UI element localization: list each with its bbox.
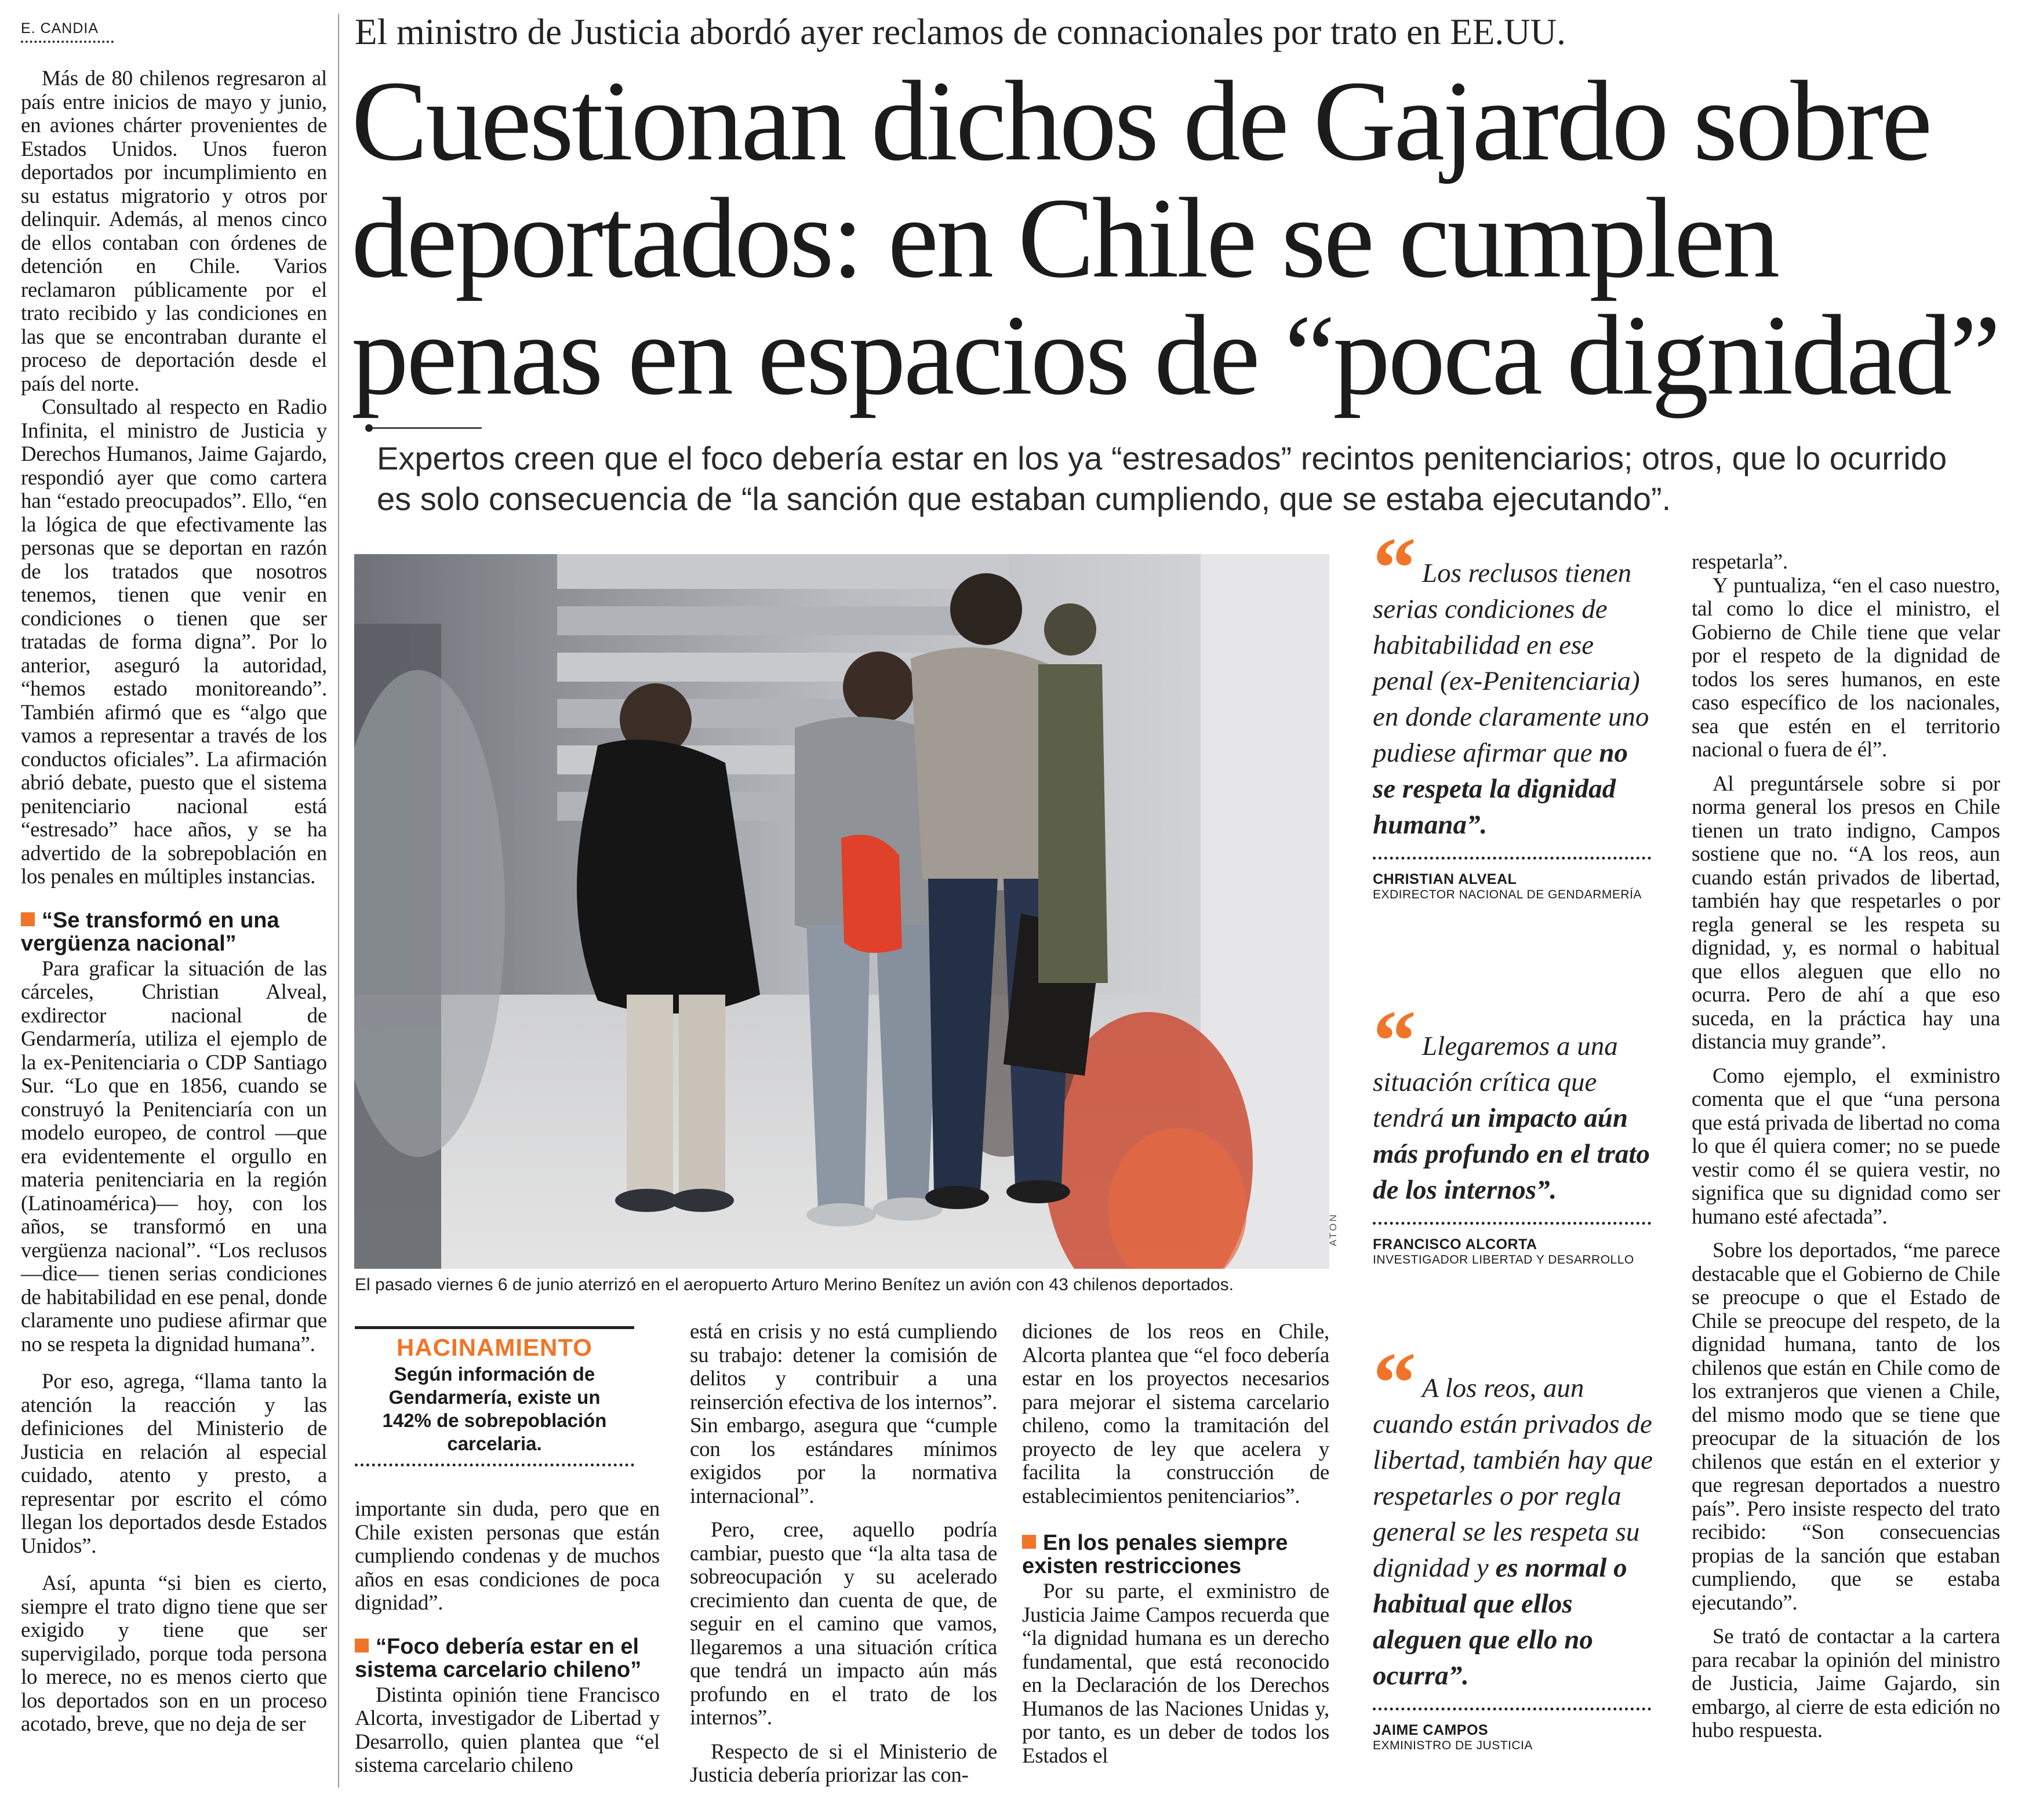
factbox-text: Según información de Gendarmería, existe un 142% de sobrepoblación carcelaria. xyxy=(382,1363,607,1454)
col-a-paragraph: Distinta opinión tiene Francisco Alcorta, investigador de Libertad y Desarrollo, quien plantea que “el sistema carcelario chileno xyxy=(355,1683,660,1777)
left-column xyxy=(21,67,327,1737)
col-b xyxy=(690,1320,997,1788)
factbox-title: HACINAMIENTO xyxy=(397,1334,592,1361)
subhead-text: “Se transformó en una vergüenza nacional” xyxy=(21,908,279,956)
quote-bold: un impacto aún más profundo en el trato de los internos xyxy=(1373,1103,1650,1205)
left-paragraph: Para graficar la situación de las cárceles, Christian Alveal, exdirector nacional de Gendarmería, utiliza el ejemplo de la ex-Penitenciaria o CDP Santiago Sur. “Lo que en 1856, cuando se construyó la Penitenciaría con un modelo europeo, de control —que era evidentemente el orgullo en materia penitenciaria en la región (Latinoamérica)— hoy, con los años, se transformó en una vergüenza nacional”. “Los reclusos —dice— tienen serias condiciones de habitabilidad en ese penal, donde claramente uno pudiese afirmar que no se respeta la dignidad humana”. xyxy=(21,956,327,1356)
quote-role: EXDIRECTOR NACIONAL DE GENDARMERÍA xyxy=(1373,888,1642,901)
deck-bullet-icon xyxy=(365,424,373,432)
orange-square-icon xyxy=(355,1639,369,1652)
factbox-bottom-rule xyxy=(355,1464,634,1466)
kicker: El ministro de Justicia abordó ayer reclamos de connacionales por trato en EE.UU. xyxy=(355,12,1566,52)
col-b-paragraph: está en crisis y no está cumpliendo su trabajo: detener la comisión de delitos y contribuir a una reinserción efectiva de los internos”. Sin embargo, asegura que “cumple con los estándares mínimos exigidos por la normativa internacional”. xyxy=(690,1320,998,1508)
deck: Expertos creen que el foco debería estar en los ya “estresados” recintos penitenciarios; otros, que lo ocurrido es solo consecuencia de “la sanción que estaban cumpliendo, que se estaba ejecutando”. xyxy=(377,440,1947,517)
byline-text: E. CANDIA xyxy=(21,20,99,37)
subhead-foco xyxy=(355,1635,660,1681)
quote-name: CHRISTIAN ALVEAL xyxy=(1373,871,1517,887)
left-paragraph: Consultado al respecto en Radio Infinita, el ministro de Justicia y Derechos Humanos, Jaime Gajardo, respondió ayer que como cartera han “estado preocupados”. Ello, “en la lógica de que efectivamente las personas que se deportan en razón de los tratados que nosotros tenemos, tienen que venir en condiciones o tienen que ser tratadas de forma digna”. Por lo anterior, aseguró la autoridad, “hemos estado monitoreando”. También afirmó que es “algo que vamos a representar a través de los conductos oficiales”. La afirmación abrió debate, puesto que el sistema penitenciario nacional está “estresado” hace años, y se ha advertido de la sobrepoblación en los penales en múltiples instancias. xyxy=(21,395,327,889)
quote-bold: no se respeta la dignidad humana xyxy=(1373,738,1628,840)
quote-name: JAIME CAMPOS xyxy=(1373,1722,1489,1738)
col-b-paragraph: Respecto de si el Ministerio de Justicia debería priorizar las con- xyxy=(690,1739,997,1787)
quote-end: ”. xyxy=(1466,810,1488,840)
quote-mark-icon: “ xyxy=(1373,993,1409,1089)
right-paragraph: Sobre los deportados, “me parece destacable que el Gobierno de Chile se preocupe o que el Estado de Chile se preocupe del respeto, de la dignidad humana, tanto de los chilenos que están en Chile como de los extranjeros que vienen a Chile, del mismo modo que se tiene que preocupar de la situación de los chilenos que están en el exterior y que regresan deportados a nuestro país”. Pero insiste respecto del trato recibido: “Son consecuencias propias de la sanción que estaban cumpliendo, que se estaba ejecutando”. xyxy=(1692,1239,2000,1615)
quote-body: A los reos, aun cuando están privados de libertad, también hay que respetarles o por regla general se les respeta su dignidad y xyxy=(1373,1373,1653,1583)
orange-square-icon xyxy=(1022,1535,1036,1549)
quote-name: FRANCISCO ALCORTA xyxy=(1373,1236,1537,1253)
col-a-paragraph: importante sin duda, pero que en Chile existen personas que están cumpliendo condenas y de muchos años en esas condiciones de poca dignidad”. xyxy=(355,1497,660,1615)
quote-end: ”. xyxy=(1448,1661,1469,1691)
byline-rule xyxy=(21,41,114,43)
deck-divider xyxy=(365,424,481,432)
col-b-paragraph: Pero, cree, aquello podría cambiar, puesto que “la alta tasa de sobreocupación y su acelerado crecimiento dan cuenta de que, de seguir en el camino que vamos, llegaremos a una situación crítica que tendrá un impacto aún más profundo en el trato de los internos”. xyxy=(690,1518,997,1730)
right-paragraph: respetarla”. xyxy=(1692,550,1788,574)
right-paragraph: Al preguntársele sobre si por norma general los presos en Chile tienen un trato indigno, Campos sostiene que no. “A los reos, aun cuando están privados de libertad, también hay que respetarles o por regla general se les respeta su dignidad, y, es normal o habitual que ellos aleguen que ello no ocurra. Pero de ahí a que eso suceda, en la práctica hay una distancia muy grande”. xyxy=(1692,771,2000,1054)
quote-rule xyxy=(1373,857,1651,860)
col-c-paragraph: Por su parte, el exministro de Justicia Jaime Campos recuerda que “la dignidad humana es un derecho fundamental, que está reconocido en la Declaración de los Derechos Humanos de las Naciones Unidas y, por tanto, es un deber de todos los Estados el xyxy=(1022,1579,1329,1768)
quote-role: INVESTIGADOR LIBERTAD Y DESARROLLO xyxy=(1373,1253,1634,1266)
left-paragraph: Más de 80 chilenos regresaron al país entre inicios de mayo y junio, en aviones chárter provenientes de Estados Unidos. Unos fueron deportados por incumplimiento en su estatus migratorio y otros por delinquir. Además, al menos cinco de ellos contaban con órdenes de detención en Chile. Varios reclamaron públicamente por el trato recibido y las condiciones en las que se encontraban durante el proceso de deportación desde el país del norte. xyxy=(21,67,327,396)
quote-text xyxy=(1373,520,1657,843)
quote-mark-icon: “ xyxy=(1373,520,1409,616)
subhead-text: “Foco debería estar en el sistema carcelario chileno” xyxy=(355,1634,642,1682)
subhead-restricciones xyxy=(1022,1531,1329,1578)
factbox-top-rule xyxy=(355,1326,634,1329)
photo-credit: ATON xyxy=(1328,1213,1339,1246)
airport-scene-illustration xyxy=(354,554,1329,1269)
quote-text xyxy=(1373,1335,1657,1694)
quote-end: ”. xyxy=(1536,1175,1557,1205)
right-column xyxy=(1692,551,2000,1743)
left-paragraph: Por eso, agrega, “llama tanto la atención la reacción y las definiciones del Ministerio de Justicia en relación al especial cuidado, atento y presto, a representar por escrito el cómo llegan los deportados desde Estados Unidos”. xyxy=(21,1370,327,1558)
orange-square-icon xyxy=(21,912,35,926)
right-paragraph: Se trató de contactar a la cartera para recabar la opinión del ministro de Justicia, Jaime Gajardo, sin embargo, al cierre de esta edición no hubo respuesta. xyxy=(1692,1625,2000,1742)
quote-rule xyxy=(1373,1708,1651,1710)
news-photo xyxy=(354,554,1329,1269)
quote-2 xyxy=(1373,993,1657,1268)
right-paragraph: Y puntualiza, “en el caso nuestro, tal como lo dice el ministro, el Gobierno de Chile tiene que velar por el respeto de la dignidad de todos los seres humanos, en este caso específico de los nacionales, sea que estén en el territorio nacional o fuera de él”. xyxy=(1692,573,2000,762)
quote-body: Llegaremos a una situación crítica que tendrá xyxy=(1373,1031,1618,1133)
column-separator xyxy=(338,14,339,1788)
byline xyxy=(21,20,125,43)
subhead-text: En los penales siempre existen restricciones xyxy=(1022,1531,1288,1578)
quote-role: EXMINISTRO DE JUSTICIA xyxy=(1373,1739,1533,1752)
deck-rule-line xyxy=(373,427,482,429)
subhead-verguenza xyxy=(21,909,327,955)
col-c-paragraph: diciones de los reos en Chile, Alcorta plantea que “el foco debería estar en los proyectos necesarios para mejorar el sistema carcelario chileno, como la tramitación del proyecto de ley que acelera y facilita la construcción de establecimientos penitenciarios”. xyxy=(1022,1320,1329,1508)
quote-1 xyxy=(1373,520,1657,902)
quote-rule xyxy=(1373,1222,1651,1225)
quote-3 xyxy=(1373,1335,1657,1753)
quote-mark-icon: “ xyxy=(1373,1335,1409,1431)
factbox xyxy=(355,1326,634,1466)
right-paragraph: Como ejemplo, el exministro comenta que el que “una persona que está privada de libertad no coma lo que él quiera comer; no se puede vestir como él se quiera vestir, no significa que su dignidad como ser humano esté afectada”. xyxy=(1692,1064,2000,1229)
col-a xyxy=(355,1498,660,1778)
quote-body: Los reclusos tienen serias condiciones de habitabilidad en ese penal (ex-Penitenciaria) en donde claramente uno pudiese afirmar que xyxy=(1373,558,1649,768)
photo-caption: El pasado viernes 6 de junio aterrizó en el aeropuerto Arturo Merino Benítez un avión con 43 chilenos deportados. xyxy=(355,1275,1234,1294)
left-paragraph: Así, apunta “si bien es cierto, siempre el trato digno tiene que ser exigido y tiene que ser supervigilado, porque toda persona lo merece, no es menos cierto que los deportados son en un proceso acotado, breve, que no deja de ser xyxy=(21,1571,327,1736)
col-c xyxy=(1022,1320,1329,1768)
headline: Cuestionan dichos de Gajardo sobre deportados: en Chile se cumplen penas en espacios de “poca dignidad” xyxy=(351,57,1999,418)
quote-bold: es normal o habitual que ellos aleguen que ello no ocurra xyxy=(1373,1553,1627,1691)
quote-text xyxy=(1373,993,1657,1208)
